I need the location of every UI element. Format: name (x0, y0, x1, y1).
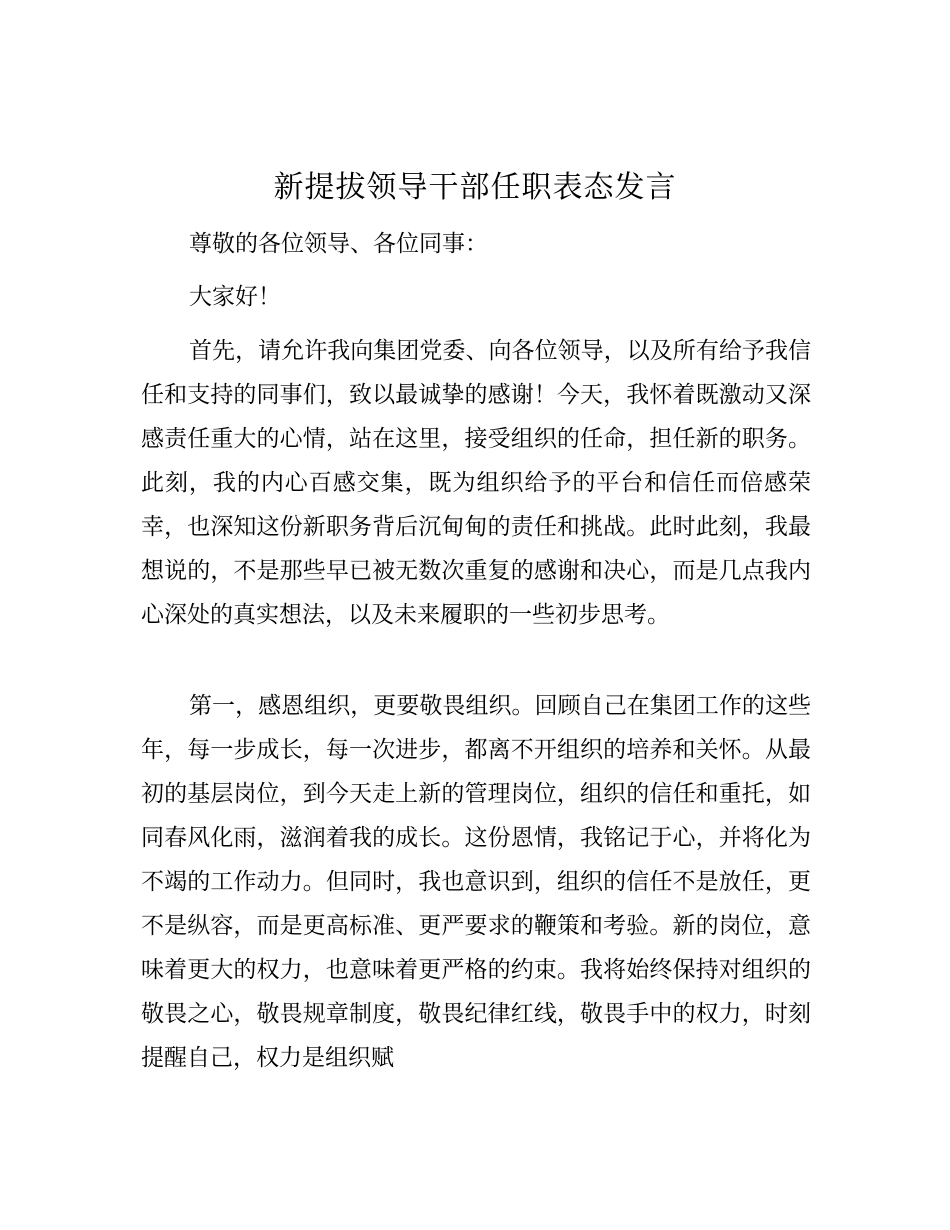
greeting: 大家好！ (189, 284, 281, 310)
paragraph-gratitude: 首先，请允许我向集团党委、向各位领导，以及所有给予我信任和支持的同事们，致以最诚挚的感谢！今天，我怀着既激动又深感责任重大的心情，站在这里，接受组织的任命，担任新的职务。此刻，我的内心百感交集，既为组织给予的平台和信任而倍感荣幸，也深知这份新职务背后沉甸甸的责任和挑战。此时此刻，我最想说的，不是那些早已被无数次重复的感谢和决心，而是几点我内心深处的真实想法，以及未来履职的一些初步思考。 (141, 338, 811, 628)
salutation: 尊敬的各位领导、各位同事： (189, 231, 488, 257)
paragraph-first-point: 第一，感恩组织，更要敬畏组织。回顾自己在集团工作的这些年，每一步成长，每一次进步，都离不开组织的培养和关怀。从最初的基层岗位，到今天走上新的管理岗位，组织的信任和重托，如同春风化雨，滋润着我的成长。这份恩情，我铭记于心，并将化为不竭的工作动力。但同时，我也意识到，组织的信任不是放任，更不是纵容，而是更高标准、更严要求的鞭策和考验。新的岗位，意味着更大的权力，也意味着更严格的约束。我将始终保持对组织的敬畏之心，敬畏规章制度，敬畏纪律红线，敬畏手中的权力，时刻提醒自己，权力是组织赋 (141, 693, 811, 1071)
document-title: 新提拔领导干部任职表态发言 (273, 170, 677, 205)
